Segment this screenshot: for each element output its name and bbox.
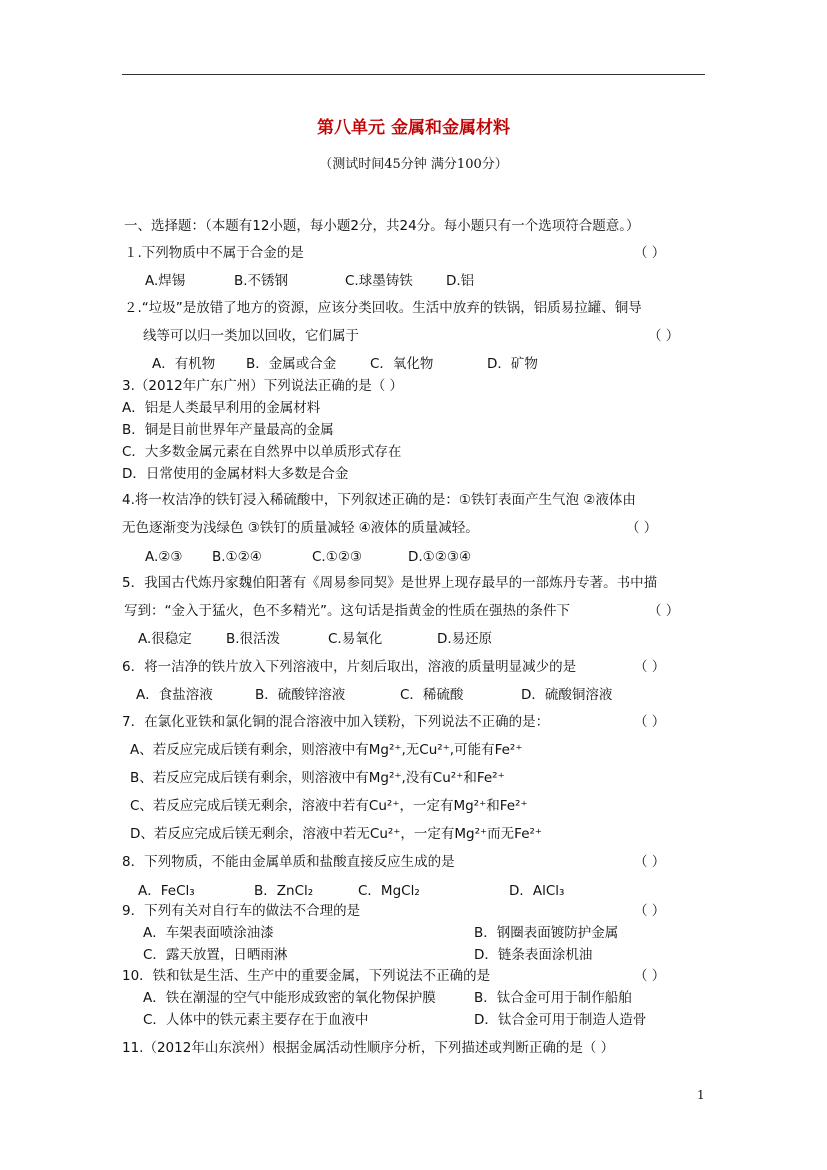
page-number: 1 <box>697 1088 705 1102</box>
q1-stem: １.下列物质中不属于合金的是 <box>124 245 304 261</box>
q5-option-d: D.易还原 <box>437 631 493 647</box>
q3-option-b: B．铜是目前世界年产量最高的金属 <box>122 422 334 438</box>
q8-stem: 8．下列物质，不能由金属单质和盐酸直接反应生成的是 <box>122 854 455 870</box>
q6-answer-paren: （ ） <box>634 659 666 675</box>
q2-option-d: D．矿物 <box>487 356 538 372</box>
q2-answer-paren: （ ） <box>648 328 680 344</box>
q5-option-c: C.易氧化 <box>328 631 383 647</box>
q1-answer-paren: （ ） <box>634 245 666 261</box>
q9-option-d: D．链条表面涂机油 <box>474 947 593 963</box>
q6-stem: 6．将一洁净的铁片放入下列溶液中，片刻后取出，溶液的质量明显减少的是 <box>122 659 577 675</box>
q3-option-c: C．大多数金属元素在自然界中以单质形式存在 <box>122 444 402 460</box>
q10-stem: 10．铁和钛是生活、生产中的重要金属，下列说法不正确的是 <box>122 968 491 984</box>
q10-option-a: A．铁在潮湿的空气中能形成致密的氧化物保护膜 <box>143 990 436 1006</box>
q5-stem-line1: 5．我国古代炼丹家魏伯阳著有《周易参同契》是世界上现存最早的一部炼丹专著。书中描 <box>122 575 658 591</box>
q11-stem: 11.（2012年山东滨州）根据金属活动性顺序分析，下列描述或判断正确的是（ ） <box>122 1040 615 1056</box>
q10-answer-paren: （ ） <box>634 968 666 984</box>
q8-option-b: B．ZnCl₂ <box>254 883 314 899</box>
q9-option-b: B．钢圈表面镀防护金属 <box>474 925 619 941</box>
q4-stem-line1: 4.将一枚洁净的铁钉浸入稀硫酸中，下列叙述正确的是：①铁钉表面产生气泡 ②液体由 <box>122 492 636 508</box>
q7-option-a: A、若反应完成后镁有剩余，则溶液中有Mg²⁺,无Cu²⁺,可能有Fe²⁺ <box>130 742 523 758</box>
q10-option-c: C．人体中的铁元素主要存在于血液中 <box>143 1012 369 1028</box>
q6-option-a: A．食盐溶液 <box>136 687 213 703</box>
page-subtitle: （测试时间45分钟 满分100分） <box>319 157 508 172</box>
q9-stem: 9．下列有关对自行车的做法不合理的是 <box>122 903 361 919</box>
q2-option-c: C．氧化物 <box>370 356 434 372</box>
q4-option-d: D.①②③④ <box>408 549 472 565</box>
q6-option-d: D．硫酸铜溶液 <box>521 687 613 703</box>
q1-option-b: B.不锈钢 <box>234 273 289 289</box>
q2-stem-line1: ２.“垃圾”是放错了地方的资源，应该分类回收。生活中放弃的铁锅，铝质易拉罐、铜导 <box>124 300 642 316</box>
q1-option-d: D.铝 <box>446 273 475 289</box>
q10-option-d: D．钛合金可用于制造人造骨 <box>474 1012 647 1028</box>
q6-option-c: C．稀硫酸 <box>400 687 464 703</box>
q3-option-a: A．铝是人类最早利用的金属材料 <box>122 400 321 416</box>
q5-stem-line2: 写到：“金入于猛火，色不多精光”。这句话是指黄金的性质在强热的条件下 <box>124 603 570 619</box>
q7-option-c: C、若反应完成后镁无剩余，溶液中若有Cu²⁺，一定有Mg²⁺和Fe²⁺ <box>130 798 528 814</box>
q2-option-b: B．金属或合金 <box>246 356 337 372</box>
q5-option-b: B.很活泼 <box>226 631 281 647</box>
q4-answer-paren: （ ） <box>626 520 658 536</box>
q10-option-b: B．钛合金可用于制作船舶 <box>474 990 632 1006</box>
q5-option-a: A.很稳定 <box>138 631 192 647</box>
q3-option-d: D．日常使用的金属材料大多数是合金 <box>122 466 349 482</box>
q1-option-a: A.焊锡 <box>145 273 186 289</box>
q8-answer-paren: （ ） <box>634 854 666 870</box>
q4-option-b: B.①②④ <box>212 549 262 565</box>
q5-answer-paren: （ ） <box>648 603 680 619</box>
q8-option-d: D．AlCl₃ <box>509 883 565 899</box>
q2-stem-line2: 线等可以归一类加以回收，它们属于 <box>143 328 359 344</box>
q3-stem: 3.（2012年广东广州）下列说法正确的是（ ） <box>122 378 404 394</box>
section-heading: 一、选择题：（本题有12小题，每小题2分，共24分。每小题只有一个选项符合题意。） <box>124 218 640 234</box>
q9-answer-paren: （ ） <box>634 903 666 919</box>
q1-option-c: C.球墨铸铁 <box>345 273 413 289</box>
q7-option-d: D、若反应完成后镁无剩余，溶液中若无Cu²⁺，一定有Mg²⁺而无Fe²⁺ <box>130 826 543 842</box>
q6-option-b: B．硫酸锌溶液 <box>255 687 346 703</box>
header-rule <box>122 74 705 75</box>
q4-option-c: C.①②③ <box>312 549 363 565</box>
q4-stem-line2: 无色逐渐变为浅绿色 ③铁钉的质量减轻 ④液体的质量减轻。 <box>122 520 479 536</box>
q8-option-a: A．FeCl₃ <box>138 883 195 899</box>
q7-option-b: B、若反应完成后镁有剩余，则溶液中有Mg²⁺,没有Cu²⁺和Fe²⁺ <box>130 770 505 786</box>
q9-option-c: C．露天放置，日晒雨淋 <box>143 947 288 963</box>
q2-option-a: A．有机物 <box>152 356 216 372</box>
q9-option-a: A．车架表面喷涂油漆 <box>143 925 274 941</box>
q4-option-a: A.②③ <box>145 549 183 565</box>
q7-answer-paren: （ ） <box>634 714 666 730</box>
q8-option-c: C．MgCl₂ <box>358 883 420 899</box>
page-title: 第八单元 金属和金属材料 <box>317 118 510 138</box>
q7-stem: 7．在氯化亚铁和氯化铜的混合溶液中加入镁粉，下列说法不正确的是： <box>122 714 550 730</box>
